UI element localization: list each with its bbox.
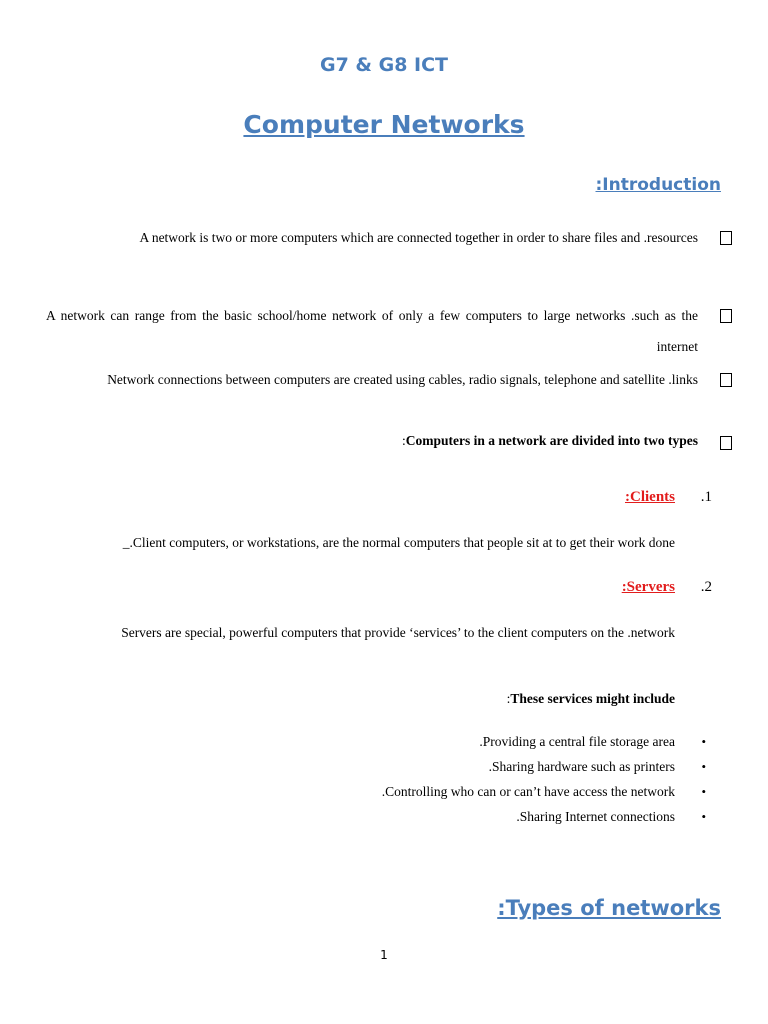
- missing-glyph-bullet-icon: [720, 231, 732, 245]
- course-title: G7 & G8 ICT: [319, 54, 449, 76]
- types-intro-line: [402, 433, 698, 449]
- servers-text: Servers are special, powerful computers that provide ‘services’ to the client computers on the .network: [121, 625, 675, 640]
- types-of-networks-heading: :Types of networks: [497, 896, 721, 920]
- intro-bullet-2: A network can range from the basic school/home network of only a few computers to large networks .such as the internet: [46, 308, 698, 354]
- clients-number: .1: [700, 489, 712, 505]
- services-intro-line: [507, 691, 675, 707]
- services-intro-text: These services might include: [510, 691, 675, 706]
- bullet-dot-icon: •: [701, 784, 706, 799]
- servers-heading: :Servers: [621, 579, 675, 595]
- service-item-1: .Providing a central file storage area: [479, 734, 675, 749]
- missing-glyph-bullet-icon: [720, 373, 732, 387]
- service-item-2: .Sharing hardware such as printers: [488, 759, 675, 774]
- intro-bullet-1: A network is two or more computers which are connected together in order to share files and .resources: [139, 230, 698, 245]
- page-title: Computer Networks: [243, 110, 525, 139]
- types-intro-text: Computers in a network are divided into two types: [405, 433, 698, 448]
- bullet-dot-icon: •: [701, 734, 706, 749]
- bullet-dot-icon: •: [701, 759, 706, 774]
- service-item-3: .Controlling who can or can’t have access the network: [381, 784, 675, 799]
- missing-glyph-bullet-icon: [720, 309, 732, 323]
- clients-text: _.Client computers, or workstations, are the normal computers that people sit at to get their work done: [122, 535, 675, 550]
- bullet-dot-icon: •: [701, 809, 706, 824]
- types-intro-colon: :: [401, 433, 406, 448]
- clients-heading: :Clients: [625, 489, 675, 505]
- missing-glyph-bullet-icon: [720, 436, 732, 450]
- intro-bullet-3: Network connections between computers are created using cables, radio signals, telephone and satellite .links: [107, 372, 698, 387]
- service-item-4: .Sharing Internet connections: [516, 809, 675, 824]
- page-number: 1: [380, 948, 388, 962]
- introduction-heading: :Introduction: [595, 175, 721, 195]
- servers-number: .2: [700, 579, 712, 595]
- services-intro-colon: :: [506, 691, 511, 706]
